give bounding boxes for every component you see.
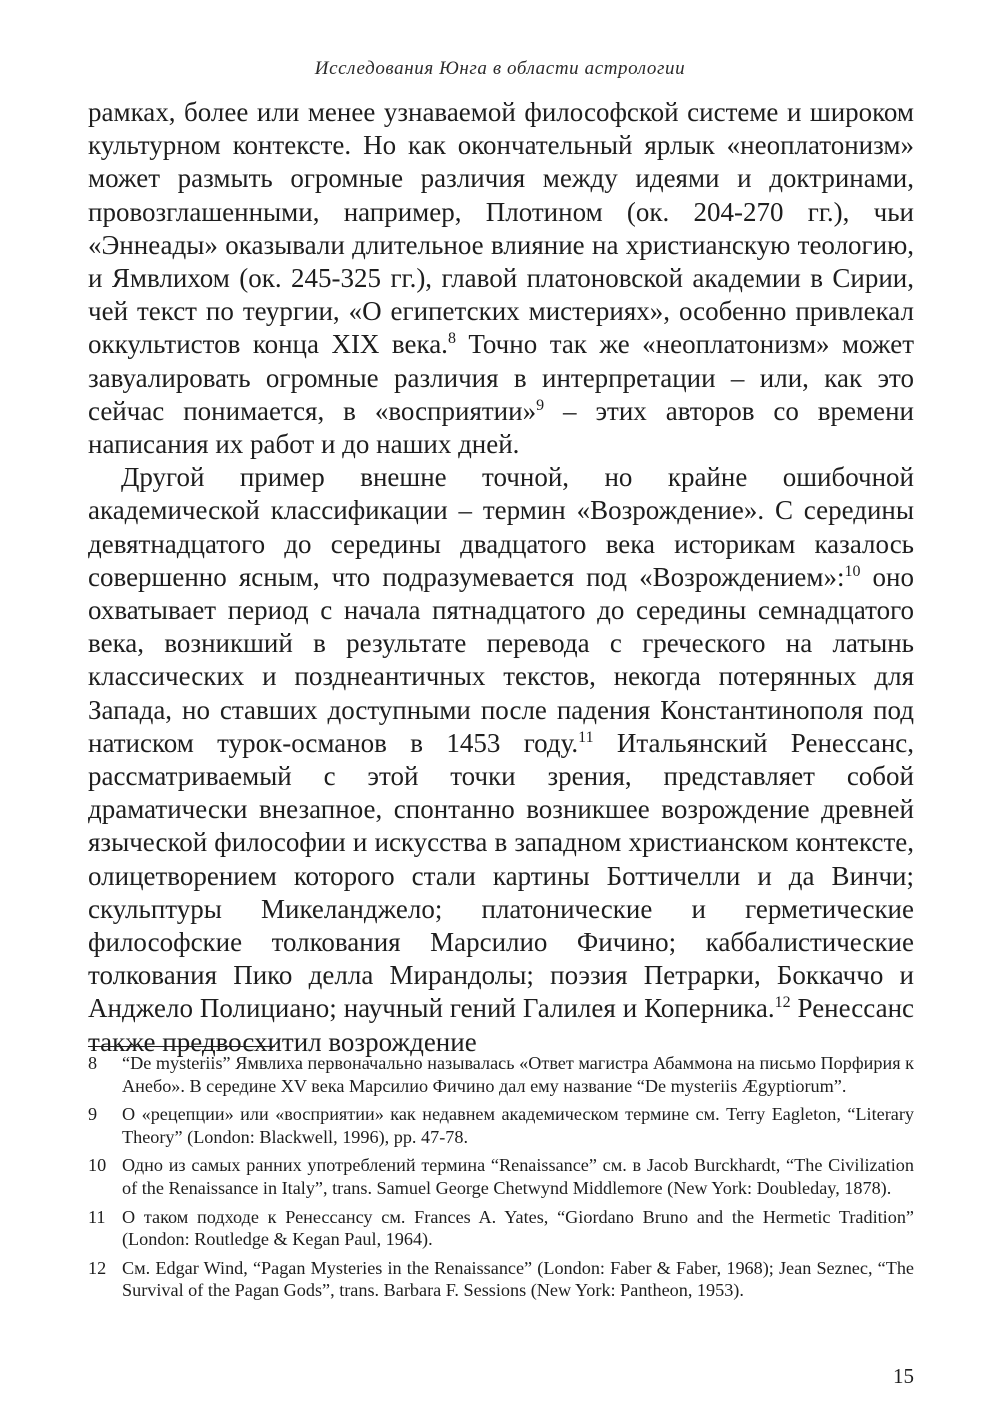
footnote-reference: 8 <box>447 330 456 348</box>
footnote-number: 10 <box>88 1155 107 1176</box>
footnote-text: О таком подходе к Ренессансу см. Frances A. Yates, “Giordano Bruno and the Hermetic Tradition” (London: Routledge & Kegan Paul, 1964). <box>122 1206 914 1250</box>
footnote <box>88 1257 914 1302</box>
footnote-number: 8 <box>88 1053 98 1073</box>
footnote-number: 11 <box>88 1206 106 1227</box>
paragraph-text: Другой пример внешне точной, но крайне ошибочной академической классификации – термин «Возрождение». С середины девятнадцатого до середины двадцатого века историкам казалось совершенно ясным, что подразумевается под «Возрождением»: <box>88 462 914 592</box>
footnote-separator <box>88 1046 275 1047</box>
paragraph-text: рамках, более или менее узнаваемой философской системе и широком культурном контексте. Но как окончательный ярлык «неоплатонизм» может размыть огромные различия между идеями и доктринами, провозглашенными, например, Плотином (ок. 204-270 гг.), чьи «Эннеады» оказывали длительное влияние на христианскую теологию, и Ямвлихом (ок. 245-325 гг.), главой платоновской академии в Сирии, чей текст по теургии, «О египетских мистериях», особенно привлекал оккультистов конца XIX века. <box>88 97 914 360</box>
footnote-reference: 9 <box>536 396 545 414</box>
body-paragraph <box>88 461 914 1059</box>
footnote <box>88 1103 914 1148</box>
footnote-reference: 10 <box>844 562 861 580</box>
footnote-text: Одно из самых ранних употреблений термина “Renaissance” см. в Jacob Burckhardt, “The Civilization of the Renaissance in Italy”, trans. Samuel George Chetwynd Middlemore (New York: Doubleday, 1878). <box>122 1155 914 1198</box>
footnote-text: “De mysteriis” Ямвлиха первоначально называлась «Ответ магистра Абаммона на письмо Порфирия к Анебо». В середине XV века Марсилио Фичино дал ему название “De mysteriis Ægyptiorum”. <box>122 1053 914 1096</box>
footnote-reference: 11 <box>578 728 594 746</box>
footnote-number: 12 <box>88 1257 107 1278</box>
paragraph-text: оно охватывает период с начала пятнадцатого до середины семнадцатого века, возникший в результате перевода с греческого на латынь классических и позднеантичных текстов, некогда потерянных для Запада, но ставших доступными после падения Константинополя под натиском турок-османов в 1453 году. <box>88 561 915 758</box>
footnote <box>88 1052 914 1097</box>
paragraph-text: Итальянский Ренессанс, рассматриваемый с этой точки зрения, представляет собой драматически внезапное, спонтанно возникшее возрождение древней языческой философии и искусства в западном христианском контексте, олицетворением которого стали картины Боттичелли и да Винчи; скульптуры Микеланджело; платонические и герметические философские толкования Марсилио Фичино; каббалистические толкования Пико делла Мирандолы; поэзия Петрарки, Боккаччо и Анджело Полициано; научный гений Галилея и Коперника. <box>88 727 915 1024</box>
paragraph-text: Ренессанс также предвосхитил возрождение <box>88 993 915 1057</box>
footnote <box>88 1154 914 1199</box>
footnote <box>88 1206 914 1251</box>
paragraph-text: Точно так же «неоплатонизм» может завуалировать огромные различия в интерпретации – или, как это сейчас понимается, в «восприятии» <box>88 329 915 426</box>
footnote-number: 9 <box>88 1104 98 1125</box>
paragraph-text: – этих авторов со времени написания их работ и до наших дней. <box>88 395 914 460</box>
footnotes <box>88 1052 914 1308</box>
running-head: Исследования Юнга в области астрологии <box>314 58 686 79</box>
body-text <box>88 96 914 1059</box>
body-paragraph <box>88 96 914 461</box>
footnote-reference: 12 <box>774 994 791 1012</box>
footnote-text: См. Edgar Wind, “Pagan Mysteries in the Renaissance” (London: Faber & Faber, 1968); Jean Seznec, “The Survival of the Pagan Gods”, trans. Barbara F. Sessions (New York: Pantheon, 1953). <box>122 1257 914 1301</box>
footnote-text: О «рецепции» или «восприятии» как недавнем академическом термине см. Terry Eagleton, “Literary Theory” (London: Blackwell, 1996), pp. 47-78. <box>122 1104 914 1147</box>
page-number: 15 <box>893 1364 914 1388</box>
